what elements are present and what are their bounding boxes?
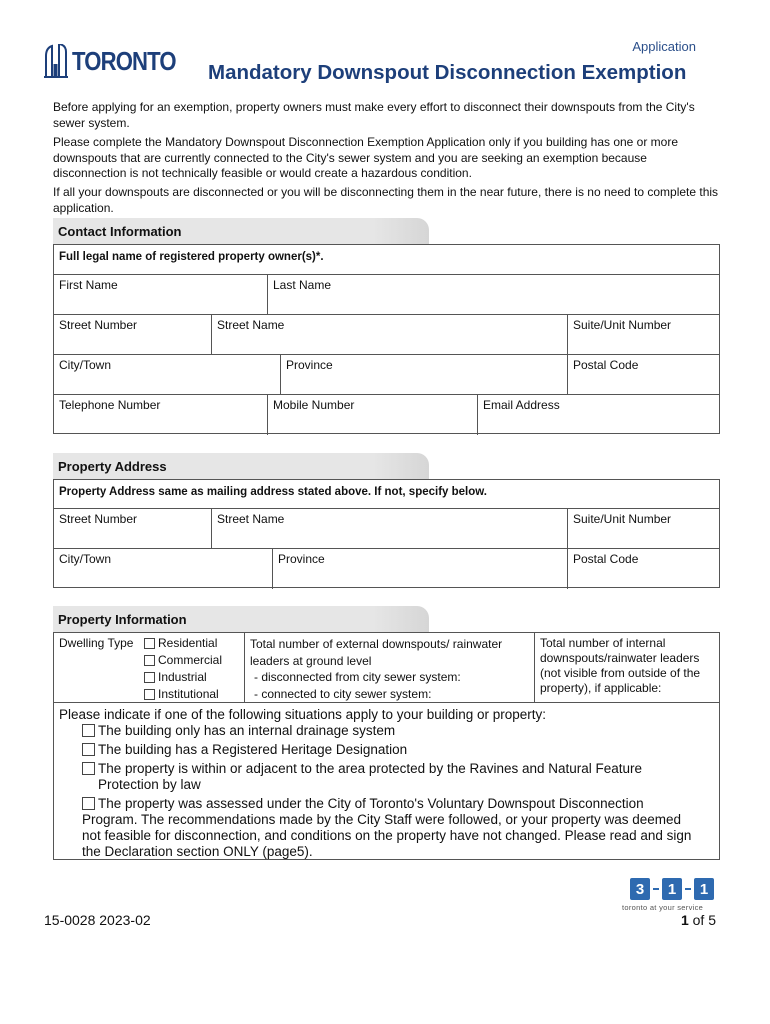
contact-street-number-field[interactable]: Street Number <box>59 318 138 332</box>
telephone-field[interactable]: Telephone Number <box>59 398 161 412</box>
toronto-logo <box>44 44 194 78</box>
contact-section-title: Contact Information <box>53 218 429 244</box>
property-city-field[interactable]: City/Town <box>59 552 112 566</box>
contact-street-name-field[interactable]: Street Name <box>211 315 567 354</box>
checkbox[interactable] <box>82 762 95 775</box>
situations-intro: Please indicate if one of the following situations apply to your building or property: <box>59 707 547 722</box>
situation-internal-drainage[interactable]: The building only has an internal drainage system <box>82 723 697 739</box>
property-province-field[interactable]: Province <box>272 549 567 589</box>
external-downspouts-title: Total number of external downspouts/ rainwater leaders at ground level <box>250 637 503 668</box>
page-title: Mandatory Downspout Disconnection Exemption <box>208 61 687 84</box>
dwelling-type-cell <box>54 633 244 702</box>
page-number <box>681 912 716 928</box>
property-address-form <box>53 479 720 588</box>
logo-wordmark: TORONTO <box>72 45 176 76</box>
contact-postal-code-field[interactable]: Postal Code <box>567 355 719 394</box>
external-downspouts-cell[interactable] <box>244 633 534 702</box>
dwelling-option-commercial[interactable]: Commercial <box>144 653 222 667</box>
311-logo: 3 1 1 <box>630 878 714 900</box>
property-postal-code-field[interactable]: Postal Code <box>567 549 719 589</box>
situation-voluntary-program[interactable]: The property was assessed under the City of Toronto's Voluntary Downspout Disconnection Program. The recommendations made by the City Staff were followed, or your property was deemed not feasible for disconnection, and conditions on the property have not changed. Please read and sign the Declaration section ONLY (page5). <box>82 796 692 859</box>
external-connected-label: - connected to city sewer system: <box>254 686 432 701</box>
311-tagline: toronto at your service <box>622 903 704 912</box>
contact-city-field[interactable]: City/Town <box>59 358 112 372</box>
checkbox[interactable] <box>144 638 155 649</box>
page-current: 1 <box>680 912 689 928</box>
property-info-form <box>53 632 720 860</box>
dwelling-option-residential[interactable]: Residential <box>144 636 217 650</box>
dwelling-type-label: Dwelling Type <box>59 636 134 650</box>
email-field[interactable]: Email Address <box>477 395 719 435</box>
last-name-field[interactable]: Last Name <box>267 275 719 314</box>
internal-downspouts-cell[interactable] <box>534 633 719 702</box>
first-name-field[interactable]: First Name <box>59 278 118 292</box>
intro-paragraph-2: Please complete the Mandatory Downspout Disconnection Exemption Application only if you building has one or more downspouts that are currently connected to the City's sewer system and you are seeking an exemption because disconnection is not technically feasible or would create a hazardous condition. <box>53 135 679 180</box>
property-address-header: Property Address same as mailing address stated above. If not, specify below. <box>59 486 487 498</box>
situations-cell <box>54 703 719 861</box>
contact-province-field[interactable]: Province <box>280 355 567 394</box>
owner-name-header: Full legal name of registered property owner(s)*. <box>59 251 324 263</box>
checkbox[interactable] <box>82 797 95 810</box>
property-street-name-field[interactable]: Street Name <box>211 509 567 548</box>
property-info-section-title: Property Information <box>53 606 429 632</box>
property-street-number-field[interactable]: Street Number <box>59 512 138 526</box>
property-suite-field[interactable]: Suite/Unit Number <box>567 509 719 548</box>
checkbox[interactable] <box>144 689 155 700</box>
checkbox[interactable] <box>144 655 155 666</box>
situation-ravines[interactable]: The property is within or adjacent to the area protected by the Ravines and Natural Feature Protection by law <box>82 761 697 793</box>
contact-form <box>53 244 720 434</box>
dwelling-option-industrial[interactable]: Industrial <box>144 670 207 684</box>
intro-paragraph-1: Before applying for an exemption, property owners must make every effort to disconnect their downspouts from the City's sewer system. <box>53 100 695 130</box>
application-label: Application <box>632 39 696 54</box>
checkbox[interactable] <box>144 672 155 683</box>
city-hall-icon <box>44 44 68 78</box>
external-disconnected-label: - disconnected from city sewer system: <box>254 670 461 684</box>
form-code: 15-0028 2023-02 <box>44 912 151 928</box>
checkbox[interactable] <box>82 724 95 737</box>
dwelling-option-institutional[interactable]: Institutional <box>144 687 219 701</box>
page-total: of 5 <box>692 912 716 928</box>
internal-downspouts-title: Total number of internal downspouts/rainwater leaders (not visible from outside of the property), if applicable: <box>540 636 701 695</box>
intro-paragraph-3: If all your downspouts are disconnected or you will be disconnecting them in the near future, there is no need to complete this application. <box>53 185 719 215</box>
property-address-section-title: Property Address <box>53 453 429 479</box>
checkbox[interactable] <box>82 743 95 756</box>
mobile-field[interactable]: Mobile Number <box>267 395 477 435</box>
contact-suite-field[interactable]: Suite/Unit Number <box>567 315 719 354</box>
situation-heritage[interactable]: The building has a Registered Heritage Designation <box>82 742 697 758</box>
